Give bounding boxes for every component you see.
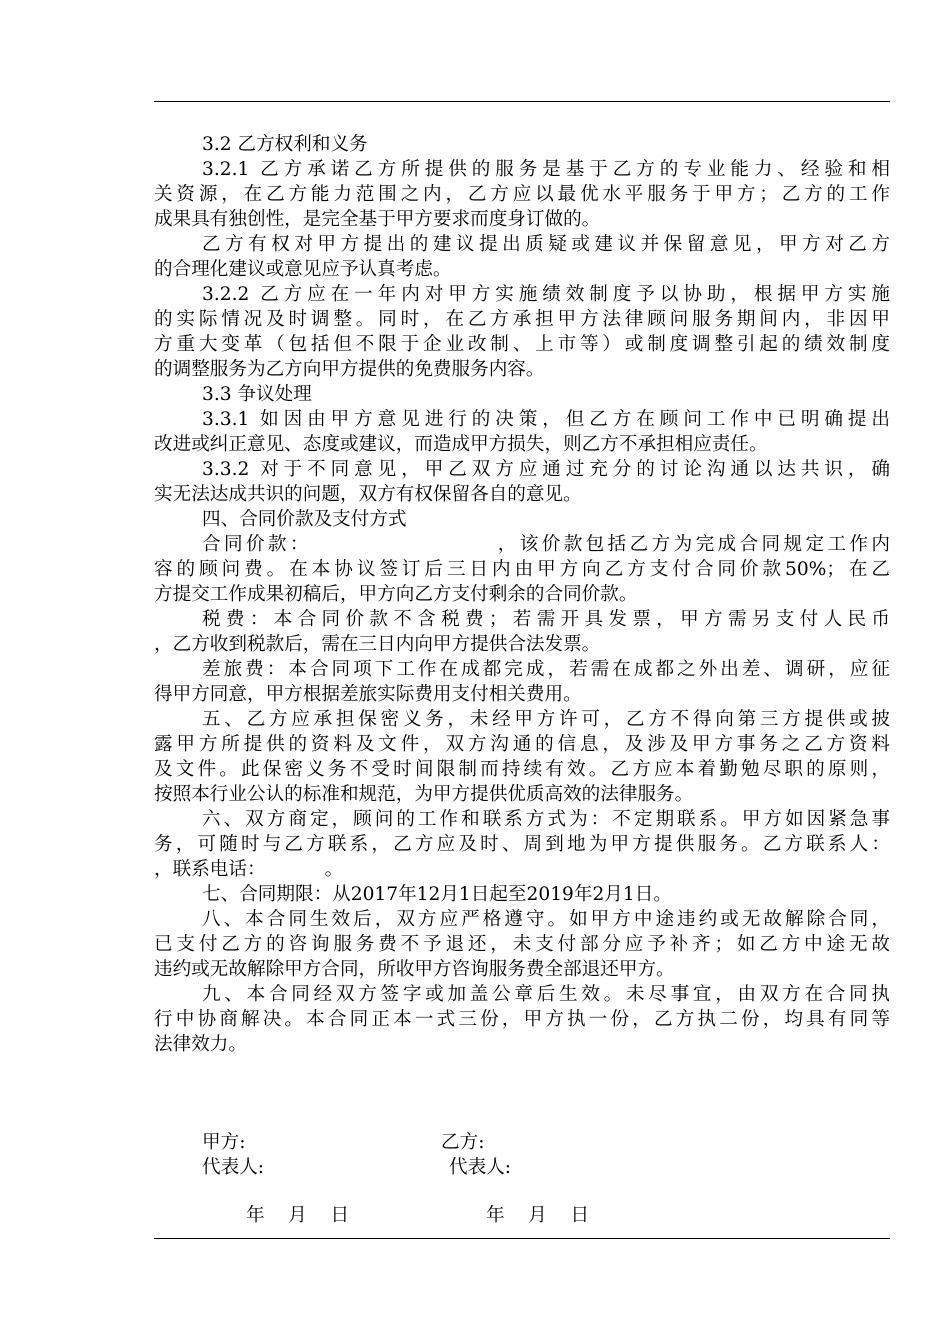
header-rule [154, 101, 890, 102]
paragraph-line: 3.3.2 对于不同意见，甲乙双方应通过充分的讨论沟通以达共识，确 [202, 459, 890, 480]
party-a-date: 年 月 日 [246, 1205, 350, 1226]
paragraph-line: 税费：本合同价款不含税费；若需开具发票，甲方需另支付人民币 [202, 609, 890, 630]
paragraph-line: 3.2.1 乙方承诺乙方所提供的服务是基于乙方的专业能力、经验和相 [202, 159, 890, 180]
paragraph-line: 关资源，在乙方能力范围之内，乙方应以最优水平服务于甲方；乙方的工作 [154, 184, 890, 205]
paragraph-line: 的合理化建议或意见应予认真考虑。 [154, 259, 452, 280]
paragraph-line: ，联系电话： 。 [154, 859, 344, 880]
footer-rule [154, 1238, 890, 1239]
paragraph-line: 改进或纠正意见、态度或建议，而造成甲方损失，则乙方不承担相应责任。 [154, 434, 768, 455]
paragraph-line: 合同价款： ，该价款包括乙方为完成合同规定工作内 [202, 534, 890, 555]
paragraph-line: 九、本合同经双方签字或加盖公章后生效。未尽事宜，由双方在合同执 [202, 984, 890, 1005]
paragraph-line: 及文件。此保密义务不受时间限制而持续有效。乙方应本着勤勉尽职的原则， [154, 759, 890, 780]
paragraph-line: 法律效力。 [154, 1034, 247, 1055]
paragraph-line: 乙方有权对甲方提出的建议提出质疑或建议并保留意见，甲方对乙方 [202, 234, 890, 255]
paragraph-line: 实无法达成共识的问题，双方有权保留各自的意见。 [154, 484, 582, 505]
paragraph-line: 七、合同期限：从2017年12月1日起至2019年2月1日。 [202, 884, 672, 905]
paragraph-line: 方提交工作成果初稿后，甲方向乙方支付剩余的合同价款。 [154, 584, 638, 605]
section-heading: 四、合同价款及支付方式 [202, 509, 407, 530]
section-heading: 3.2 乙方权利和义务 [202, 134, 368, 155]
party-b-representative-label: 代表人: [449, 1157, 512, 1178]
party-b-label: 乙方: [441, 1132, 485, 1153]
paragraph-line: 按照本行业公认的标准和规范，为甲方提供优质高效的法律服务。 [154, 784, 694, 805]
paragraph-line: 方重大变革（包括但不限于企业改制、上市等）或制度调整引起的绩效制度 [154, 334, 890, 355]
paragraph-line: 3.2.2 乙方应在一年内对甲方实施绩效制度予以协助，根据甲方实施 [202, 284, 890, 305]
paragraph-line: 违约或无故解除甲方合同，所收甲方咨询服务费全部退还甲方。 [154, 959, 675, 980]
paragraph-line: 成果具有独创性，是完全基于甲方要求而度身订做的。 [154, 209, 601, 230]
party-a-label: 甲方: [202, 1132, 246, 1153]
party-b-date: 年 月 日 [486, 1205, 590, 1226]
paragraph-line: 六、双方商定，顾问的工作和联系方式为：不定期联系。甲方如因紧急事 [202, 809, 890, 830]
paragraph-line: 露甲方所提供的资料及文件，双方沟通的信息，及涉及甲方事务之乙方资料 [154, 734, 890, 755]
paragraph-line: 已支付乙方的咨询服务费不予退还，未支付部分应予补齐；如乙方中途无故 [154, 934, 890, 955]
paragraph-line: 的调整服务为乙方向甲方提供的免费服务内容。 [154, 359, 545, 380]
paragraph-line: 行中协商解决。本合同正本一式三份，甲方执一份，乙方执二份，均具有同等 [154, 1009, 890, 1030]
paragraph-line: 的实际情况及时调整。同时，在乙方承担甲方法律顾问服务期间内，非因甲 [154, 309, 890, 330]
paragraph-line: 八、本合同生效后，双方应严格遵守。如甲方中途违约或无故解除合同， [202, 909, 890, 930]
paragraph-line: 容的顾问费。在本协议签订后三日内由甲方向乙方支付合同价款50%；在乙 [154, 559, 890, 580]
section-heading: 3.3 争议处理 [202, 384, 312, 405]
paragraph-line: 3.3.1 如因由甲方意见进行的决策，但乙方在顾问工作中已明确提出 [202, 409, 890, 430]
paragraph-line: 差旅费：本合同项下工作在成都完成，若需在成都之外出差、调研，应征 [202, 659, 890, 680]
paragraph-line: ，乙方收到税款后，需在三日内向甲方提供合法发票。 [154, 634, 601, 655]
paragraph-line: 五、乙方应承担保密义务，未经甲方许可，乙方不得向第三方提供或披 [202, 709, 890, 730]
contract-body [154, 132, 890, 1057]
party-a-representative-label: 代表人: [202, 1157, 265, 1178]
paragraph-line: 得甲方同意，甲方根据差旅实际费用支付相关费用。 [154, 684, 582, 705]
paragraph-line: 务，可随时与乙方联系，乙方应及时、周到地为甲方提供服务。乙方联系人： [154, 834, 890, 855]
